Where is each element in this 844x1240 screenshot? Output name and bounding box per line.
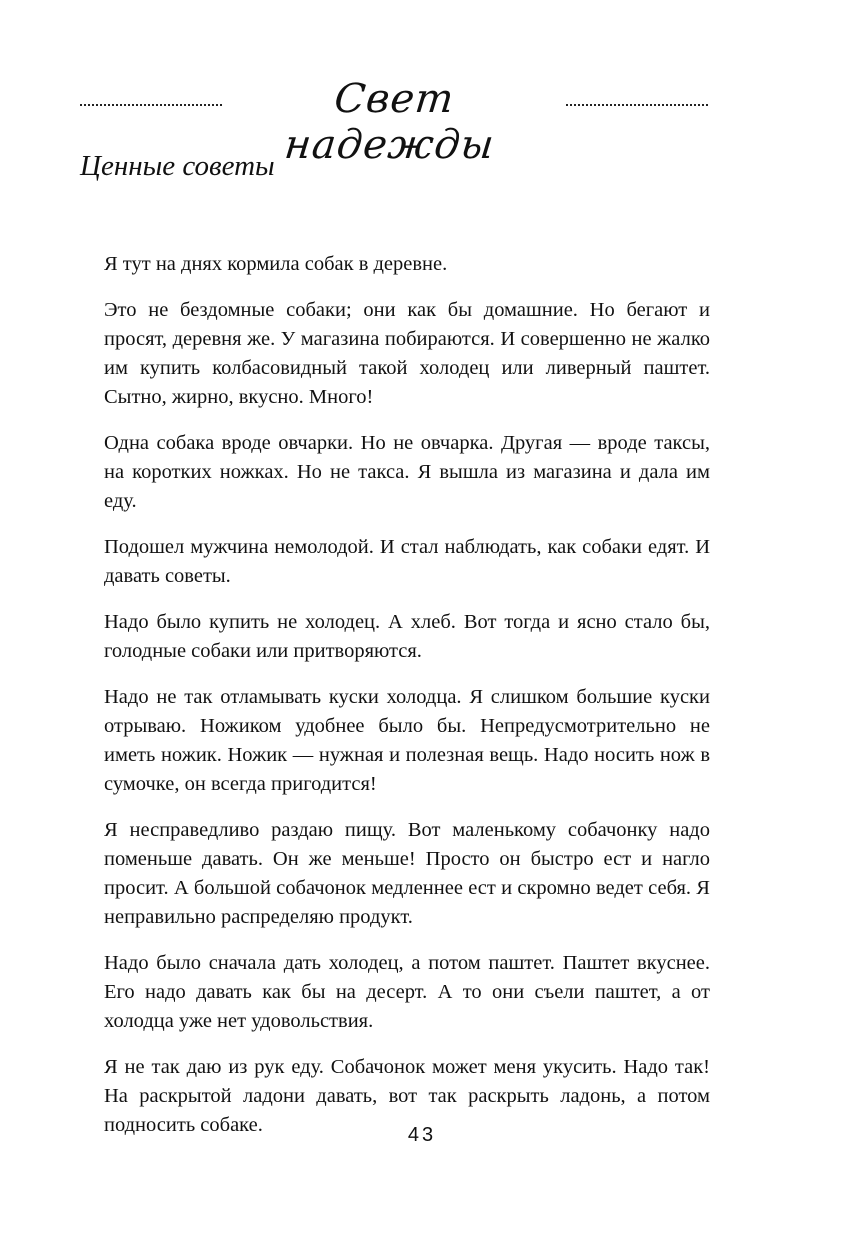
- body-text: [104, 250, 710, 1157]
- header-dotted-rule-left: [80, 104, 222, 106]
- section-title: Ценные советы: [80, 150, 275, 182]
- header-dotted-rule-right: [566, 104, 708, 106]
- paragraph: Я не так даю из рук еду. Собачонок может меня укусить. Надо так! На раскрытой ладони давать, вот так раскрыть ладонь, а потом подносить собаке.: [104, 1056, 710, 1136]
- running-header-title: Свет надежды: [282, 76, 497, 168]
- paragraph: Подошел мужчина немолодой. И стал наблюдать, как собаки едят. И давать советы.: [104, 536, 710, 587]
- paragraph: Я тут на днях кормила собак в деревне.: [104, 253, 448, 275]
- paragraph: Надо не так отламывать куски холодца. Я слишком большие куски отрываю. Ножиком удобнее было бы. Непредусмотрительно не иметь ножик. Ножик — нужная и полезная вещь. Надо носить нож в сумочке, он всегда пригодится!: [104, 686, 710, 795]
- page-number: 43: [407, 1124, 437, 1146]
- paragraph: Надо было купить не холодец. А хлеб. Вот тогда и ясно стало бы, голодные собаки или притворяются.: [104, 611, 710, 662]
- paragraph: Я несправедливо раздаю пищу. Вот маленькому собачонку надо поменьше давать. Он же меньше! Просто он быстро ест и нагло просит. А большой собачонок медленнее ест и скромно ведет себя. Я неправильно распределяю продукт.: [104, 819, 710, 928]
- paragraph: Это не бездомные собаки; они как бы домашние. Но бегают и просят, деревня же. У магазина побираются. И совершенно не жалко им купить колбасовидный такой холодец или ливерный паштет. Сытно, жирно, вкусно. Много!: [104, 299, 710, 408]
- paragraph: Одна собака вроде овчарки. Но не овчарка. Другая — вроде таксы, на коротких ножках. Но не такса. Я вышла из магазина и дала им еду.: [104, 432, 710, 512]
- paragraph: Надо было сначала дать холодец, а потом паштет. Паштет вкуснее. Его надо давать как бы на десерт. А то они съели паштет, а от холодца уже нет удовольствия.: [104, 952, 710, 1032]
